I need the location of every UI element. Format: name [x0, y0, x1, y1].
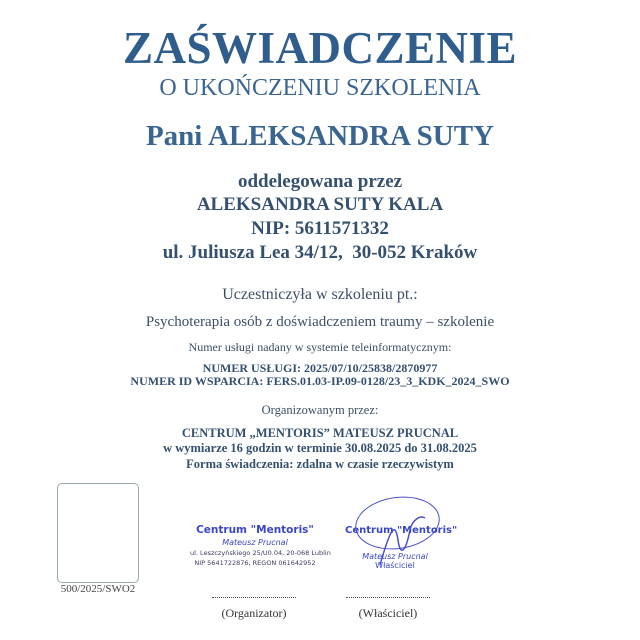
organizer-signature-line	[212, 597, 296, 598]
photo-box	[57, 483, 139, 583]
participated-text: Uczestniczyła w szkoleniu pt.:	[222, 286, 418, 303]
owner-stamp	[345, 525, 458, 570]
delegated-by: oddelegowana przez	[237, 171, 403, 192]
service-number: NUMER USŁUGI: 2025/07/10/25838/2870977	[202, 361, 438, 375]
stamp-person: Mateusz Prucnal	[222, 538, 288, 547]
stamp-ids: NIP 5641722876, REGON 061642952	[194, 559, 316, 567]
employer-address: ul. Juliusza Lea 34/12, 30-052 Kraków	[162, 242, 478, 263]
stamp-role: Właściciel	[375, 561, 415, 570]
owner-signature-line	[346, 597, 430, 598]
organizer-name: CENTRUM „MENTORIS” MATEUSZ PRUCNAL	[181, 426, 459, 440]
training-hours: w wymiarze 16 godzin w terminie 30.08.2025 do 31.08.2025	[163, 441, 477, 455]
employer-name: ALEKSANDRA SUTY KALA	[196, 194, 444, 215]
stamp-person: Mateusz Prucnal	[362, 552, 428, 561]
recipient-name: Pani ALEKSANDRA SUTY	[145, 120, 495, 152]
organizer-label: (Organizator)	[221, 606, 287, 620]
certificate-title: ZAŚWIADCZENIE	[122, 23, 518, 73]
owner-label: (Właściciel)	[358, 606, 418, 620]
stamp-name: Centrum "Mentoris"	[196, 524, 314, 536]
stamp-address: ul. Leszczyńskiego 25/U0.04, 20-068 Lublin	[190, 549, 331, 557]
support-id: NUMER ID WSPARCIA: FERS.01.03-IP.09-0128/23_3_KDK_2024_SWO	[130, 374, 510, 388]
certificate-subtitle: O UKOŃCZENIU SZKOLENIA	[159, 75, 481, 101]
employer-nip: NIP: 5611571332	[251, 218, 389, 239]
course-title: Psychoterapia osób z doświadczeniem traumy – szkolenie	[145, 314, 495, 330]
training-form: Forma świadczenia: zdalna w czasie rzeczywistym	[186, 457, 454, 471]
organized-intro: Organizowanym przez:	[261, 403, 379, 417]
organizer-stamp	[190, 524, 331, 567]
stamp-name: Centrum "Mentoris"	[345, 525, 458, 536]
service-intro: Numer usługi nadany w systemie teleinformatycznym:	[188, 340, 452, 354]
certificate-number: 500/2025/SWO2	[60, 583, 136, 595]
